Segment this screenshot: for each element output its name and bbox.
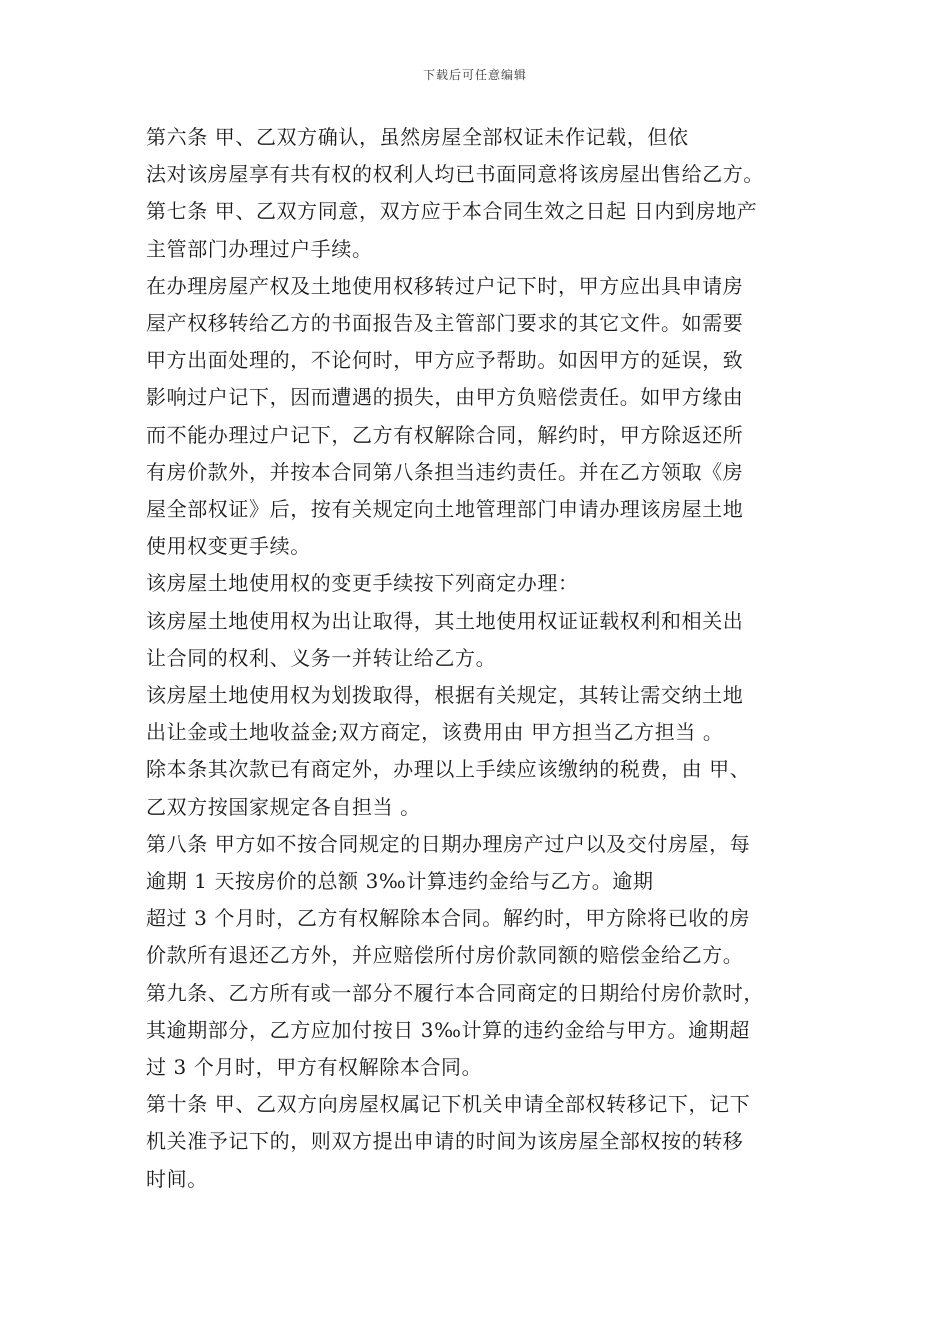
text-line: 第十条 甲、乙双方向房屋权属记下机关申请全部权转移记下，记下 (146, 1092, 751, 1117)
text-line: 第八条 甲方如不按合同规定的日期办理房产过户以及交付房屋，每 (146, 831, 751, 856)
text-line: 主管部门办理过户手续。 (146, 236, 373, 261)
text-line: 使用权变更手续。 (146, 534, 311, 559)
text-line: 让合同的权利、义务一并转让给乙方。 (146, 645, 497, 670)
text-line: 该房屋土地使用权为出让取得，其土地使用权证证载权利和相关出 (146, 608, 744, 633)
text-line: 机关准予记下的，则双方提出申请的时间为该房屋全部权按的转移 (146, 1129, 744, 1154)
text-line: 超过 3 个月时，乙方有权解除本合同。解约时，甲方除将已收的房 (146, 906, 751, 931)
text-line: 法对该房屋享有共有权的权利人均已书面同意将该房屋出售给乙方。 (146, 162, 764, 187)
page-header-note: 下载后可任意编辑 (422, 68, 527, 82)
text-line: 第七条 甲、乙双方同意，双方应于本合同生效之日起 日内到房地产 (146, 199, 758, 224)
document-body (146, 119, 816, 1198)
text-line: 时间。 (146, 1166, 208, 1191)
text-line: 除本条其次款已有商定外，办理以上手续应该缴纳的税费，由 甲、 (146, 757, 751, 782)
text-line: 过 3 个月时，甲方有权解除本合同。 (146, 1055, 483, 1080)
text-line: 价款所有退还乙方外，并应赔偿所付房价款同额的赔偿金给乙方。 (146, 943, 744, 968)
text-line: 逾期 1 天按房价的总额 3‰计算违约金给与乙方。逾期 (146, 869, 654, 894)
text-line: 有房价款外，并按本合同第八条担当违约责任。并在乙方领取《房 (146, 459, 744, 484)
text-line: 其逾期部分，乙方应加付按日 3‰计算的违约金给与甲方。逾期超 (146, 1017, 750, 1042)
text-line: 屋产权移转给乙方的书面报告及主管部门要求的其它文件。如需要 (146, 311, 744, 336)
text-line: 在办理房屋产权及土地使用权移转过户记下时，甲方应出具申请房 (146, 273, 744, 298)
text-line: 乙双方按国家规定各自担当 。 (146, 794, 421, 819)
text-line: 而不能办理过户记下，乙方有权解除合同，解约时，甲方除返还所 (146, 422, 744, 447)
text-line: 该房屋土地使用权为划拨取得，根据有关规定，其转让需交纳土地 (146, 683, 744, 708)
text-line: 第九条、乙方所有或一部分不履行本合同商定的日期给付房价款时， (146, 980, 764, 1005)
text-line: 第六条 甲、乙双方确认，虽然房屋全部权证未作记载，但依 (146, 125, 689, 149)
text-line: 该房屋土地使用权的变更手续按下列商定办理： (146, 571, 579, 596)
text-line: 屋全部权证》后，按有关规定向土地管理部门申请办理该房屋土地 (146, 497, 744, 522)
text-line: 影响过户记下，因而遭遇的损失，由甲方负赔偿责任。如甲方缘由 (146, 385, 744, 410)
text-line: 出让金或土地收益金;双方商定，该费用由 甲方担当乙方担当 。 (146, 720, 724, 745)
text-line: 甲方出面处理的，不论何时，甲方应予帮助。如因甲方的延误，致 (146, 348, 744, 373)
